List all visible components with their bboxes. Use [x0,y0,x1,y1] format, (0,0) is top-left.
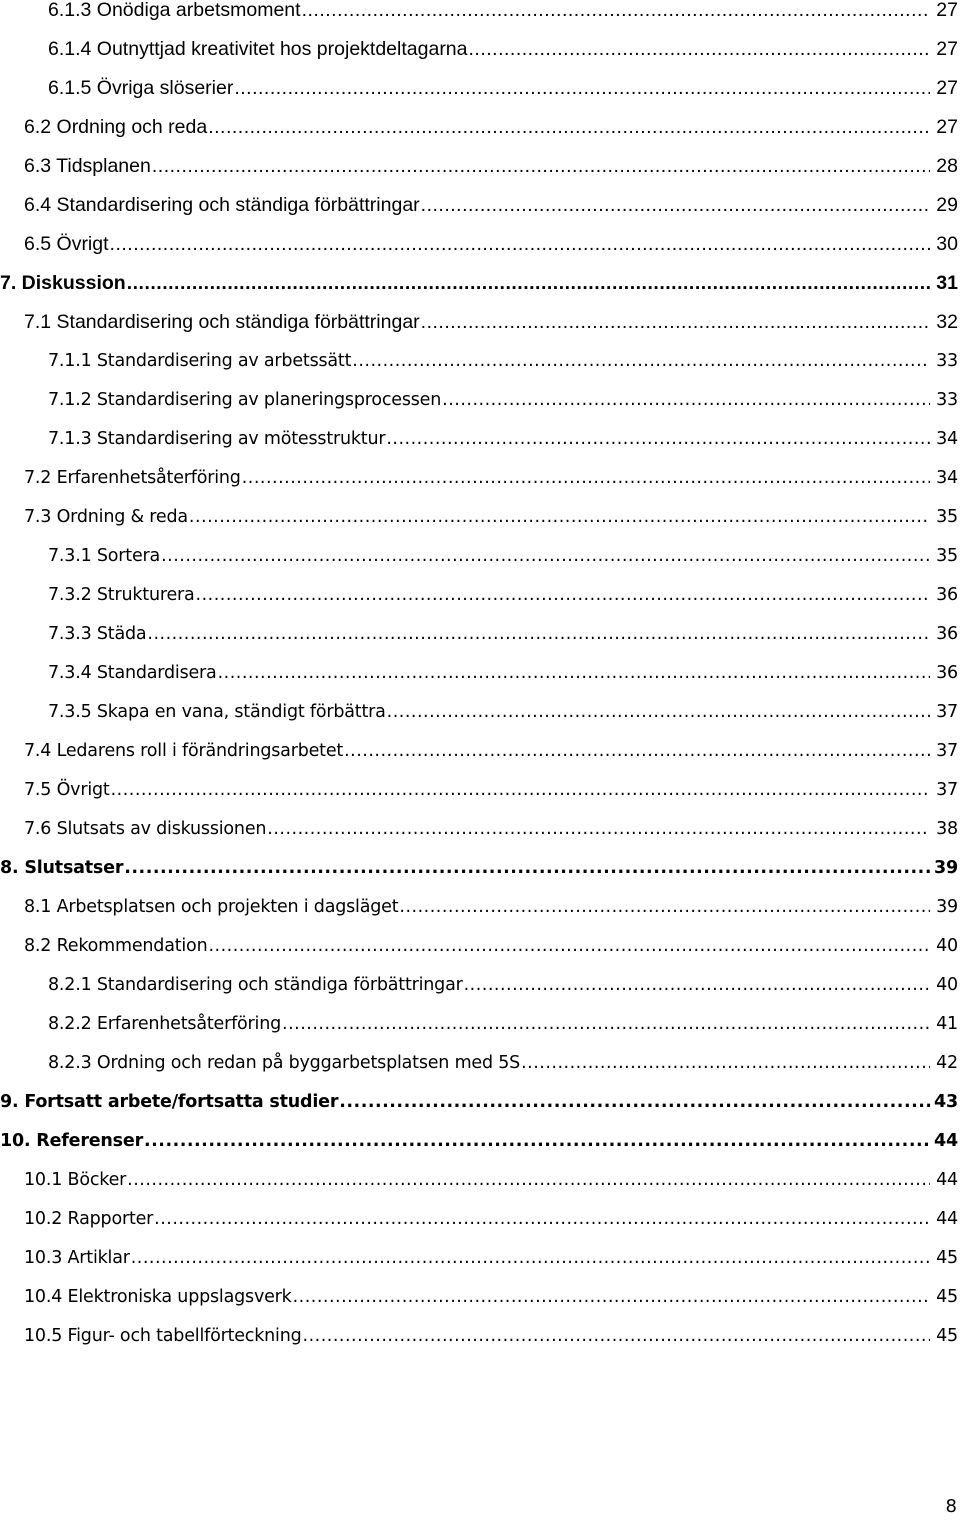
toc-entry[interactable] [0,186,960,225]
toc-entry-title: 7.5 Övrigt [24,780,110,800]
toc-entry[interactable] [0,1122,960,1161]
toc-entry[interactable] [0,420,960,459]
toc-dot-leader [196,576,930,615]
toc-entry[interactable] [0,537,960,576]
toc-entry[interactable] [0,888,960,927]
toc-entry[interactable] [0,1005,960,1044]
toc-entry-page: 33 [936,390,958,410]
toc-dot-leader [293,1278,930,1317]
toc-entry-title: 7.3.1 Sortera [48,546,161,566]
toc-entry-page: 37 [936,780,958,800]
toc-entry-title: 8.2.3 Ordning och redan på byggarbetsplatsen med 5S [48,1053,521,1073]
toc-dot-leader [387,693,930,732]
toc-dot-leader [399,888,930,927]
toc-dot-leader [344,732,930,771]
toc-dot-leader [386,420,930,459]
toc-entry[interactable] [0,927,960,966]
toc-entry-title: 7.1.1 Standardisering av arbetssätt [48,351,352,371]
toc-entry-page: 40 [936,975,958,995]
toc-entry-title: 7.1.2 Standardisering av planeringsprocessen [48,390,442,410]
toc-entry-title: 8.1 Arbetsplatsen och projekten i dagsläget [24,897,399,917]
toc-dot-leader [111,771,930,810]
toc-entry[interactable] [0,498,960,537]
toc-entry[interactable] [0,810,960,849]
toc-entry-title: 7.6 Slutsats av diskussionen [24,819,267,839]
toc-entry-title: 10. Referenser [0,1131,143,1151]
toc-entry-page: 34 [936,468,958,488]
toc-entry-title: 8. Slutsatser [0,858,124,878]
toc-entry-title: 10.2 Rapporter [24,1209,154,1229]
toc-entry-title: 7.2 Erfarenhetsåterföring [24,468,241,488]
toc-entry[interactable] [0,303,960,342]
toc-entry-page: 27 [936,0,958,21]
toc-entry[interactable] [0,69,960,108]
toc-entry[interactable] [0,615,960,654]
toc-entry[interactable] [0,1161,960,1200]
toc-dot-leader [282,1005,930,1044]
toc-dot-leader [124,849,930,888]
toc-entry-title: 6.1.4 Outnyttjad kreativitet hos projektdeltagarna [48,38,468,60]
toc-entry-title: 10.5 Figur- och tabellförteckning [24,1326,302,1346]
toc-entry-page: 45 [936,1248,958,1268]
toc-entry-page: 41 [936,1014,958,1034]
toc-dot-leader [303,1317,930,1356]
toc-entry-page: 43 [934,1092,958,1112]
toc-dot-leader [208,108,930,147]
toc-dot-leader [147,615,930,654]
toc-dot-leader [127,1161,930,1200]
toc-dot-leader [152,147,930,186]
toc-entry[interactable] [0,966,960,1005]
page-number: 8 [945,1496,957,1517]
toc-dot-leader [242,459,930,498]
toc-entry-page: 45 [936,1326,958,1346]
toc-entry-title: 7.3.4 Standardisera [48,663,217,683]
toc-entry-page: 37 [936,741,958,761]
toc-entry-page: 44 [936,1209,958,1229]
toc-dot-leader [110,225,930,264]
toc-entry-page: 35 [936,507,958,527]
toc-entry-page: 37 [936,702,958,722]
toc-entry-page: 44 [936,1170,958,1190]
toc-entry-page: 28 [936,155,958,177]
toc-entry-title: 6.3 Tidsplanen [24,155,151,177]
toc-entry-title: 10.3 Artiklar [24,1248,130,1268]
toc-entry[interactable] [0,654,960,693]
toc-entry-title: 6.4 Standardisering och ständiga förbättringar [24,194,420,216]
toc-entry[interactable] [0,1044,960,1083]
toc-entry-page: 32 [936,311,958,333]
toc-dot-leader [189,498,930,537]
toc-entry-page: 27 [936,116,958,138]
toc-entry[interactable] [0,1083,960,1122]
toc-entry[interactable] [0,108,960,147]
toc-dot-leader [267,810,930,849]
toc-dot-leader [218,654,930,693]
toc-entry-page: 27 [936,77,958,99]
toc-entry-page: 42 [936,1053,958,1073]
toc-entry-page: 27 [936,38,958,60]
toc-entry-title: 7.3.5 Skapa en vana, ständigt förbättra [48,702,386,722]
toc-dot-leader [521,1044,930,1083]
toc-entry-title: 7.1 Standardisering och ständiga förbättringar [24,311,420,333]
toc-entry[interactable] [0,849,960,888]
toc-entry-title: 6.1.3 Onödiga arbetsmoment [48,0,301,21]
toc-entry[interactable] [0,1278,960,1317]
toc-dot-leader [421,186,930,225]
toc-entry-page: 35 [936,546,958,566]
toc-entry[interactable] [0,693,960,732]
toc-entry-page: 38 [936,819,958,839]
toc-entry[interactable] [0,30,960,69]
toc-entry-page: 36 [936,585,958,605]
toc-dot-leader [302,0,930,30]
toc-entry-title: 7.1.3 Standardisering av mötesstruktur [48,429,386,449]
toc-entry-page: 31 [936,272,958,294]
toc-entry-title: 8.2 Rekommendation [24,936,208,956]
toc-entry-title: 10.4 Elektroniska uppslagsverk [24,1287,292,1307]
toc-entry-title: 6.2 Ordning och reda [24,116,208,138]
toc-entry-title: 7.3 Ordning & reda [24,507,188,527]
toc-entry-title: 7.3.2 Strukturera [48,585,195,605]
toc-entry-page: 36 [936,624,958,644]
toc-entry-title: 7.4 Ledarens roll i förändringsarbetet [24,741,344,761]
toc-entry[interactable] [0,576,960,615]
toc-dot-leader [154,1200,930,1239]
toc-entry-title: 8.2.1 Standardisering och ständiga förbättringar [48,975,463,995]
toc-entry-title: 10.1 Böcker [24,1170,127,1190]
toc-dot-leader [469,30,931,69]
toc-dot-leader [234,69,930,108]
toc-entry-page: 44 [934,1131,958,1151]
toc-entry-title: 9. Fortsatt arbete/fortsatta studier [0,1092,339,1112]
toc-entry-title: 7. Diskussion [0,272,126,294]
toc-entry[interactable] [0,147,960,186]
toc-entry[interactable] [0,342,960,381]
toc-entry-page: 39 [936,897,958,917]
toc-entry[interactable] [0,225,960,264]
toc-dot-leader [339,1083,930,1122]
toc-entry-page: 36 [936,663,958,683]
toc-entry-page: 39 [934,858,958,878]
toc-entry-title: 8.2.2 Erfarenhetsåterföring [48,1014,282,1034]
toc-entry-title: 7.3.3 Städa [48,624,147,644]
toc-entry[interactable] [0,264,960,303]
toc-entry-title: 6.5 Övrigt [24,233,109,255]
toc-entry[interactable] [0,0,960,30]
toc-entry[interactable] [0,459,960,498]
toc-entry-title: 6.1.5 Övriga slöserier [48,77,234,99]
toc-entry[interactable] [0,1239,960,1278]
toc-entry-page: 29 [936,194,958,216]
toc-entry[interactable] [0,381,960,420]
toc-entry-page: 34 [936,429,958,449]
toc-dot-leader [464,966,930,1005]
toc-dot-leader [161,537,930,576]
toc-dot-leader [208,927,930,966]
toc-dot-leader [442,381,930,420]
toc-entry[interactable] [0,771,960,810]
toc-entry-page: 45 [936,1287,958,1307]
toc-dot-leader [144,1122,930,1161]
toc-entry-page: 30 [936,233,958,255]
toc-dot-leader [352,342,930,381]
toc-entry[interactable] [0,1200,960,1239]
toc-entry[interactable] [0,1317,960,1356]
toc-dot-leader [131,1239,930,1278]
toc-dot-leader [421,303,930,342]
toc-dot-leader [127,264,930,303]
toc-entry[interactable] [0,732,960,771]
toc-entry-page: 40 [936,936,958,956]
toc-entry-page: 33 [936,351,958,371]
